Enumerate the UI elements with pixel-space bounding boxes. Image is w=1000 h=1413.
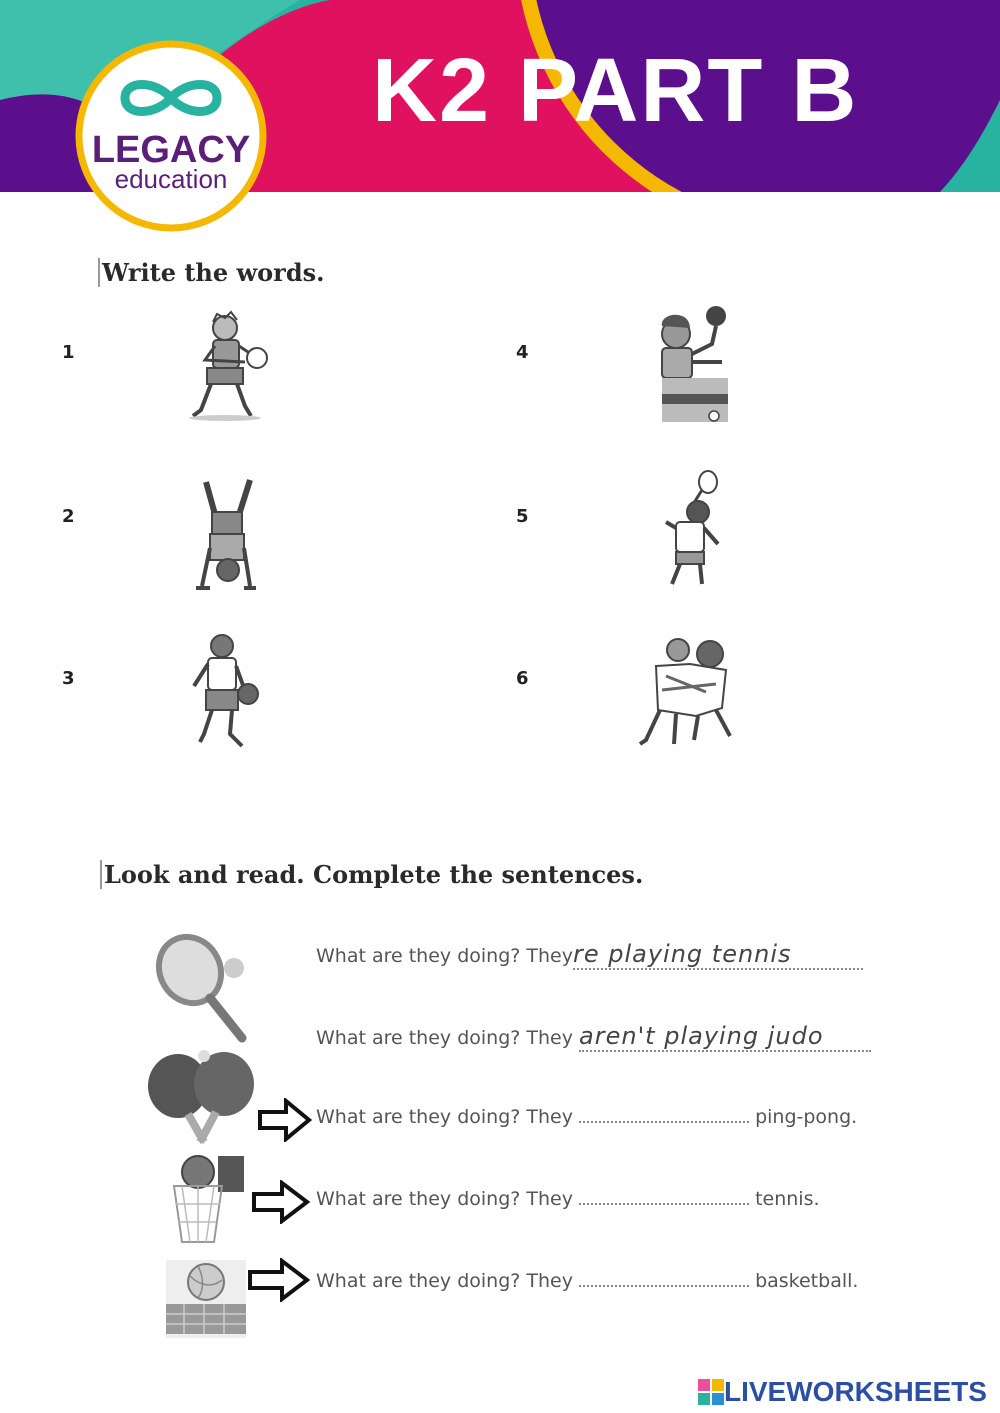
item-number-6: 6 bbox=[516, 668, 529, 689]
answer-field[interactable] bbox=[579, 1121, 749, 1123]
section1-heading: Write the words. bbox=[98, 258, 324, 287]
sentence-ending: ping-pong. bbox=[755, 1106, 858, 1128]
liveworksheets-logo bbox=[698, 1376, 987, 1408]
legacy-education-logo bbox=[75, 40, 267, 232]
liveworksheets-icon bbox=[698, 1379, 724, 1405]
answer-field[interactable] bbox=[573, 940, 863, 970]
judo-players-icon bbox=[636, 636, 736, 748]
logo-line1: LEGACY bbox=[91, 129, 251, 171]
sentence-row bbox=[316, 1188, 820, 1210]
sentence-ending: tennis. bbox=[755, 1188, 820, 1210]
answer-field[interactable] bbox=[579, 1203, 749, 1205]
sentence-row bbox=[316, 1022, 871, 1052]
basketball-player-icon bbox=[186, 632, 276, 754]
volleyball-player-icon bbox=[185, 310, 275, 422]
question-text: What are they doing? They bbox=[316, 1027, 573, 1049]
answer-field[interactable] bbox=[579, 1022, 871, 1052]
sentence-row bbox=[316, 1106, 857, 1128]
item-number-3: 3 bbox=[62, 668, 75, 689]
volleyball-net-icon bbox=[164, 1258, 248, 1342]
arrow-right-icon bbox=[252, 1180, 310, 1224]
question-text: What are they doing? They bbox=[316, 945, 573, 967]
answer-text: re playing tennis bbox=[572, 940, 792, 968]
item-number-5: 5 bbox=[516, 506, 529, 527]
ping-pong-player-icon bbox=[652, 304, 734, 426]
section2-heading: Look and read. Complete the sentences. bbox=[100, 860, 643, 889]
item-number-4: 4 bbox=[516, 342, 529, 363]
arrow-right-icon bbox=[248, 1258, 310, 1302]
tennis-racket-icon bbox=[150, 932, 250, 1044]
footer-brand: LIVEWORKSHEETS bbox=[724, 1376, 987, 1407]
item-number-2: 2 bbox=[62, 506, 75, 527]
ping-pong-paddles-icon bbox=[148, 1050, 258, 1146]
sentence-row bbox=[316, 1270, 858, 1292]
arrow-right-icon bbox=[258, 1098, 312, 1142]
answer-text: aren't playing judo bbox=[579, 1022, 824, 1050]
sentence-ending: basketball. bbox=[755, 1270, 859, 1292]
question-text: What are they doing? They bbox=[316, 1270, 573, 1292]
sentence-row bbox=[316, 940, 863, 970]
basketball-hoop-icon bbox=[168, 1152, 248, 1252]
tennis-player-icon bbox=[662, 470, 724, 588]
question-text: What are they doing? They bbox=[316, 1106, 573, 1128]
page-title: K2 PART B bbox=[372, 41, 859, 141]
question-text: What are they doing? They bbox=[316, 1188, 573, 1210]
logo-line2: education bbox=[114, 164, 228, 194]
answer-field[interactable] bbox=[579, 1285, 749, 1287]
item-number-1: 1 bbox=[62, 342, 75, 363]
handstand-child-icon bbox=[192, 478, 262, 594]
